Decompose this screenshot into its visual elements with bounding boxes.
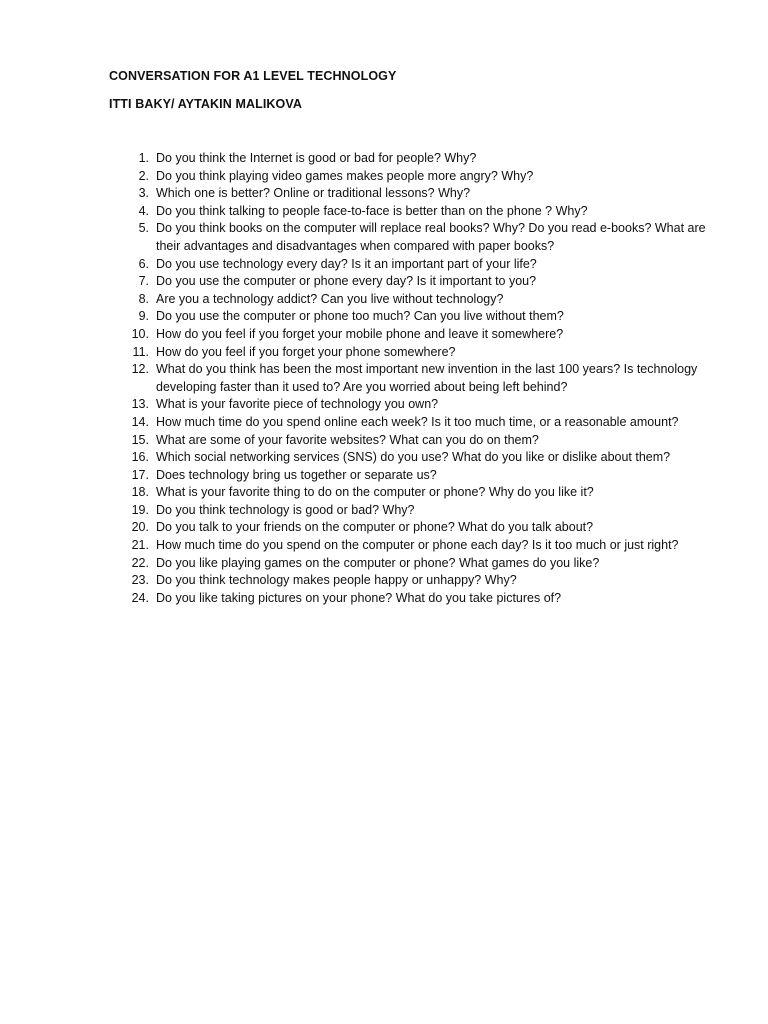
list-item — [120, 168, 720, 186]
list-item — [120, 291, 720, 309]
question-text: Do you like playing games on the computer or phone? What games do you like? — [156, 555, 600, 570]
question-number: 1. — [138, 151, 149, 165]
list-item — [120, 361, 720, 396]
list-item — [120, 484, 720, 502]
document-authors: ITTI BAKY/ AYTAKIN MALIKOVA — [109, 97, 302, 111]
question-text: Do you think the Internet is good or bad for people? Why? — [156, 151, 477, 165]
question-number: 6. — [138, 256, 149, 271]
question-number: 12. — [131, 362, 149, 377]
question-number: 23. — [131, 573, 149, 588]
question-number: 19. — [131, 502, 149, 517]
question-text: Do you think technology makes people happy or unhappy? Why? — [156, 573, 517, 588]
question-text: Do you think books on the computer will replace real books? Why? Do you read e-books? What are their advantages and disadvantages when compared with paper books? — [156, 221, 706, 253]
question-text: What do you think has been the most important new invention in the last 100 years? Is technology developing faster than it used to? Are you worried about being left behind? — [156, 362, 698, 394]
list-item — [120, 414, 720, 432]
question-number: 4. — [138, 203, 149, 218]
question-text: Do you use the computer or phone every day? Is it important to you? — [156, 274, 537, 289]
list-item — [120, 519, 720, 537]
list-item — [120, 555, 720, 573]
list-item — [120, 537, 720, 555]
question-number: 3. — [138, 186, 149, 201]
question-text: How much time do you spend on the computer or phone each day? Is it too much or just right? — [156, 538, 679, 553]
question-number: 18. — [131, 485, 149, 500]
question-text: Which social networking services (SNS) do you use? What do you like or dislike about them? — [156, 450, 671, 465]
question-number: 17. — [131, 467, 149, 482]
question-number: 21. — [131, 538, 149, 553]
question-text: Which one is better? Online or traditional lessons? Why? — [156, 186, 471, 201]
document-title: CONVERSATION FOR A1 LEVEL TECHNOLOGY — [109, 69, 397, 83]
list-item — [120, 256, 720, 274]
question-number: 24. — [131, 590, 149, 605]
list-item — [120, 432, 720, 450]
question-list — [120, 150, 720, 607]
list-item — [120, 203, 720, 221]
list-item — [120, 150, 720, 168]
question-number: 20. — [131, 520, 149, 535]
list-item — [120, 590, 720, 608]
question-number: 5. — [138, 221, 149, 236]
question-text: Does technology bring us together or separate us? — [156, 467, 437, 482]
list-item — [120, 308, 720, 326]
question-number: 13. — [131, 397, 149, 412]
question-text: Do you think playing video games makes people more angry? Why? — [156, 168, 534, 183]
question-number: 22. — [131, 555, 149, 570]
list-item — [120, 467, 720, 485]
question-number: 10. — [131, 326, 149, 341]
question-text: Do you think talking to people face-to-face is better than on the phone ? Why? — [156, 203, 588, 218]
question-text: How much time do you spend online each week? Is it too much time, or a reasonable amount? — [156, 414, 679, 429]
question-text: Do you like taking pictures on your phone? What do you take pictures of? — [156, 590, 562, 605]
question-number: 2. — [138, 168, 149, 183]
list-item — [120, 502, 720, 520]
question-text: Do you think technology is good or bad? Why? — [156, 502, 415, 517]
list-item — [120, 220, 720, 255]
question-text: Are you a technology addict? Can you live without technology? — [156, 291, 504, 306]
question-text: What is your favorite thing to do on the computer or phone? Why do you like it? — [156, 485, 594, 500]
question-number: 8. — [138, 291, 149, 306]
question-number: 7. — [138, 274, 149, 289]
list-item — [120, 572, 720, 590]
question-text: How do you feel if you forget your phone somewhere? — [156, 344, 456, 359]
question-number: 14. — [131, 414, 149, 429]
list-item — [120, 449, 720, 467]
list-item — [120, 344, 720, 362]
question-number: 16. — [131, 450, 149, 465]
question-number: 15. — [131, 432, 149, 447]
list-item — [120, 396, 720, 414]
question-text: What are some of your favorite websites? What can you do on them? — [156, 432, 539, 447]
question-text: Do you use the computer or phone too much? Can you live without them? — [156, 309, 564, 324]
list-item — [120, 185, 720, 203]
list-item — [120, 326, 720, 344]
question-number: 9. — [138, 309, 149, 324]
question-text: How do you feel if you forget your mobile phone and leave it somewhere? — [156, 326, 564, 341]
question-number: 11. — [132, 344, 149, 359]
question-text: What is your favorite piece of technology you own? — [156, 397, 439, 412]
question-text: Do you talk to your friends on the computer or phone? What do you talk about? — [156, 520, 594, 535]
question-text: Do you use technology every day? Is it an important part of your life? — [156, 256, 537, 271]
list-item — [120, 273, 720, 291]
